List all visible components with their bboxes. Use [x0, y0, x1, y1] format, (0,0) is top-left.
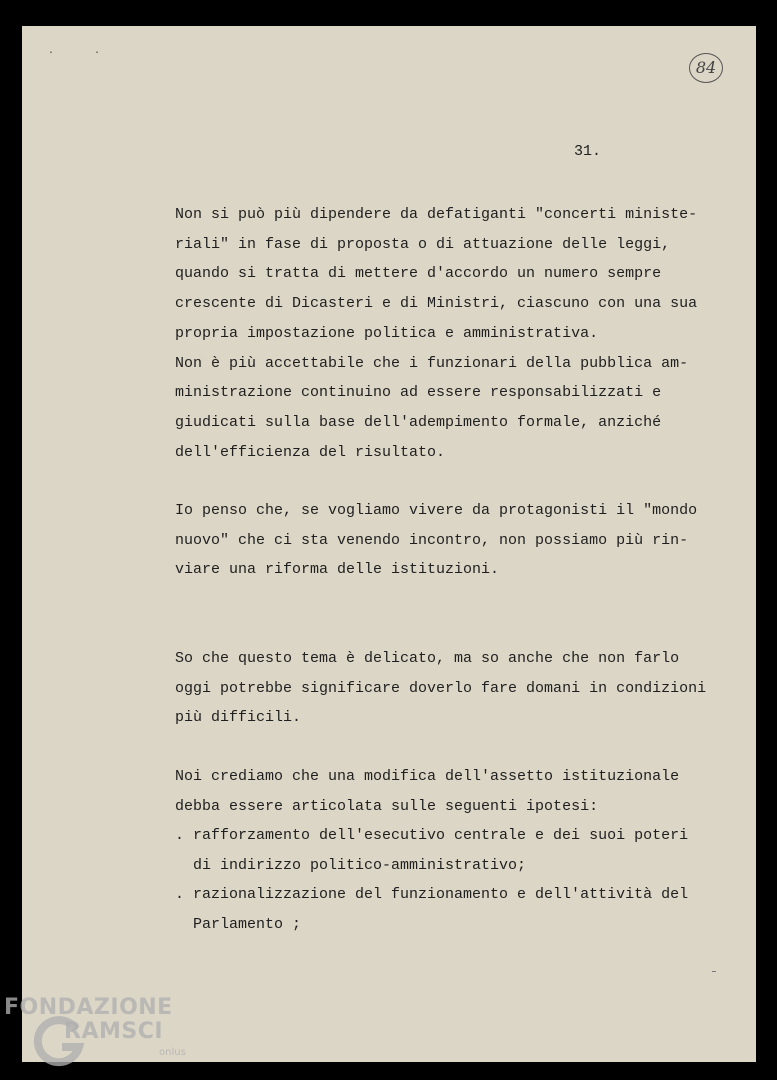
bullet-text: razionalizzazione del funzionamento e dell'attività del Parlamento ; — [193, 886, 689, 933]
paragraph-2: Io penso che, se vogliamo vivere da protagonisti il "mondo nuovo" che ci sta venendo incontro, non possiamo più rin- viare una riforma delle istituzioni. — [175, 502, 698, 579]
page-number: 31. — [574, 143, 602, 160]
paragraph-3: So che questo tema è delicato, ma so anche che non farlo oggi potrebbe significare doverlo fare domani in condizioni più difficili. — [175, 650, 707, 727]
watermark-line-1: FONDAZIONE — [4, 995, 173, 1020]
punch-marks: ·· — [48, 48, 141, 59]
paragraph-1: Non si può più dipendere da defatiganti "concerti ministe- riali" in fase di proposta o di attuazione delle leggi, quando si tratta di mettere d'accordo un numero sempre crescente di Dicasteri e di Ministri, ciascuno con una sua propria impostazione politica e amministrativa. Non è più accettabile che i funzionari della pubblica am- ministrazione continuino ad essere responsabilizzati e giudicati sulla base dell'adempimento formale, anziché dell'efficienza del risultato. — [175, 206, 698, 461]
watermark-line-3: onlus — [159, 1047, 186, 1058]
paper-speck — [712, 971, 716, 972]
bullet-mark: . — [175, 827, 185, 844]
archive-stamp: 84 — [689, 53, 723, 83]
document-page — [22, 26, 756, 1062]
bullet-mark: . — [175, 886, 185, 903]
watermark-line-2: RAMSCI — [64, 1019, 164, 1044]
bullet-text: rafforzamento dell'esecutivo centrale e dei suoi poteri di indirizzo politico-amministrativo; — [193, 827, 689, 874]
paragraph-4: Noi crediamo che una modifica dell'assetto istituzionale debba essere articolata sulle seguenti ipotesi: — [175, 768, 680, 815]
fondazione-gramsci-watermark — [4, 995, 194, 1075]
